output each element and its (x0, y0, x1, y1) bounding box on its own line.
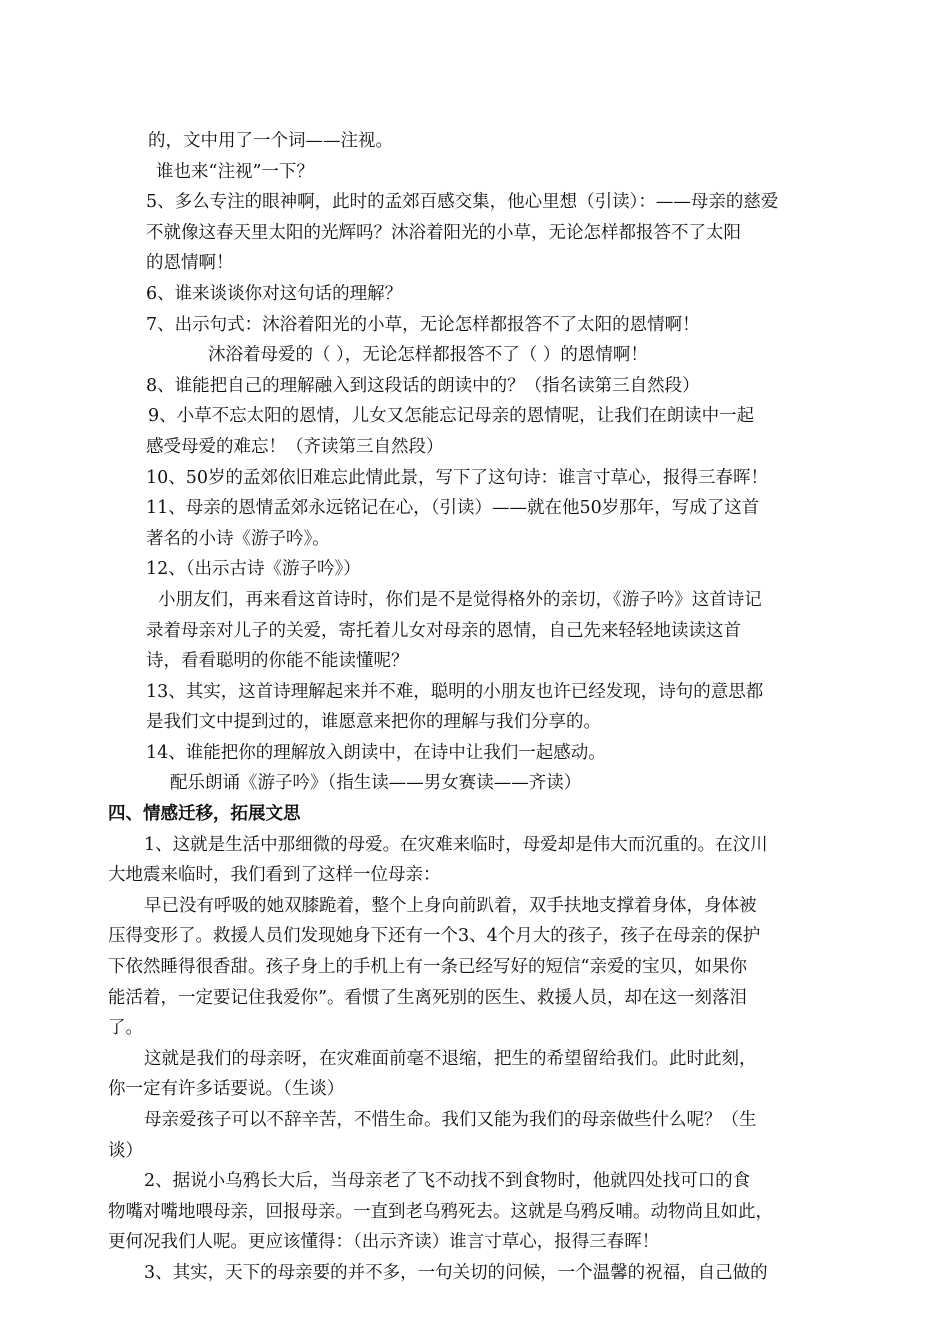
text-line: 是我们文中提到过的，谁愿意来把你的理解与我们分享的。 (146, 712, 601, 733)
text-line: 8、谁能把自己的理解融入到这段话的朗读中的？（指名读第三自然段） (146, 375, 700, 396)
text-line: 母亲爱孩子可以不辞辛苦，不惜生命。我们又能为我们的母亲做些什么呢？（生 (144, 1110, 757, 1130)
text-line: 沐浴着母爱的（ ），无论怎样都报答不了（ ）的恩情啊！ (208, 345, 648, 366)
text-line: 著名的小诗《游子吟》。 (146, 528, 330, 549)
text-line: 配乐朗诵《游子吟》（指生读——男女赛读——齐读） (170, 773, 582, 794)
text-line: 不就像这春天里太阳的光辉吗？沐浴着阳光的小草，无论怎样都报答不了太阳 (146, 222, 741, 243)
text-line: 录着母亲对儿子的关爱，寄托着儿女对母亲的恩情，自己先来轻轻地读读这首 (146, 620, 741, 641)
text-line: 了。 (108, 1018, 143, 1039)
text-line: 9、小草不忘太阳的恩情，儿女又怎能忘记母亲的恩情呢，让我们在朗读中一起 (148, 406, 755, 427)
text-line: 压得变形了。救援人员们发现她身下还有一个3、4个月大的孩子，孩子在母亲的保护 (108, 926, 761, 947)
text-line: 10、50岁的孟郊依旧难忘此情此景，写下了这句诗：谁言寸草心，报得三春晖！ (146, 467, 769, 488)
section-heading: 四、情感迁移，拓展文思 (108, 804, 301, 825)
text-line: 诗，看看聪明的你能不能读懂呢？ (146, 651, 409, 672)
text-line: 12、（出示古诗《游子吟》） (146, 559, 361, 580)
text-line: 的，文中用了一个词——注视。 (148, 131, 393, 151)
text-line: 小朋友们，再来看这首诗时，你们是不是觉得格外的亲切，《游子吟》这首诗记 (158, 589, 762, 610)
text-line: 13、其实，这首诗理解起来并不难，聪明的小朋友也许已经发现，诗句的意思都 (146, 681, 764, 702)
text-line: 1、这就是生活中那细微的母爱。在灾难来临时，母爱却是伟大而沉重的。在汶川 (144, 834, 768, 855)
text-line: 7、出示句式：沐浴着阳光的小草，无论怎样都报答不了太阳的恩情啊！ (146, 314, 700, 335)
text-line: 下依然睡得很香甜。孩子身上的手机上有一条已经写好的短信“亲爱的宝贝，如果你 (108, 957, 747, 978)
text-line: 谁也来“注视”一下？ (156, 161, 314, 182)
text-line: 14、谁能把你的理解放入朗读中，在诗中让我们一起感动。 (146, 742, 606, 763)
text-line: 5、多么专注的眼神啊，此时的孟郊百感交集，他心里想（引读）：——母亲的慈爱 (146, 192, 779, 213)
text-line: 2、据说小乌鸦长大后，当母亲老了飞不动找不到食物时，他就四处找可口的食 (144, 1171, 751, 1192)
text-line: 感受母爱的难忘！（齐读第三自然段） (146, 436, 444, 457)
document-body (108, 126, 808, 1289)
text-line: 早已没有呼吸的她双膝跪着，整个上身向前趴着，双手扶地支撑着身体，身体被 (144, 895, 757, 916)
text-line: 6、谁来谈谈你对这句话的理解？ (146, 283, 403, 304)
text-line: 你一定有许多话要说。（生谈） (108, 1079, 345, 1100)
text-line: 这就是我们的母亲呀，在灾难面前毫不退缩，把生的希望留给我们。此时此刻， (144, 1048, 757, 1069)
text-line: 的恩情啊！ (146, 253, 234, 274)
text-line: 3、其实，天下的母亲要的并不多，一句关切的问候，一个温馨的祝福，自己做的 (144, 1262, 768, 1283)
text-line: 更何况我们人呢。更应该懂得：（出示齐读）谁言寸草心，报得三春晖！ (108, 1232, 660, 1253)
text-line: 物嘴对嘴地喂母亲，回报母亲。一直到老乌鸦死去。这就是乌鸦反哺。动物尚且如此， (108, 1201, 773, 1222)
text-line: 11、母亲的恩情孟郊永远铭记在心，（引读）——就在他50岁那年，写成了这首 (146, 498, 760, 519)
text-line: 能活着，一定要记住我爱你”。看惯了生离死别的医生、救援人员，却在这一刻落泪 (108, 987, 747, 1008)
text-line: 谈） (108, 1140, 143, 1161)
text-line: 大地震来临时，我们看到了这样一位母亲： (108, 865, 441, 886)
